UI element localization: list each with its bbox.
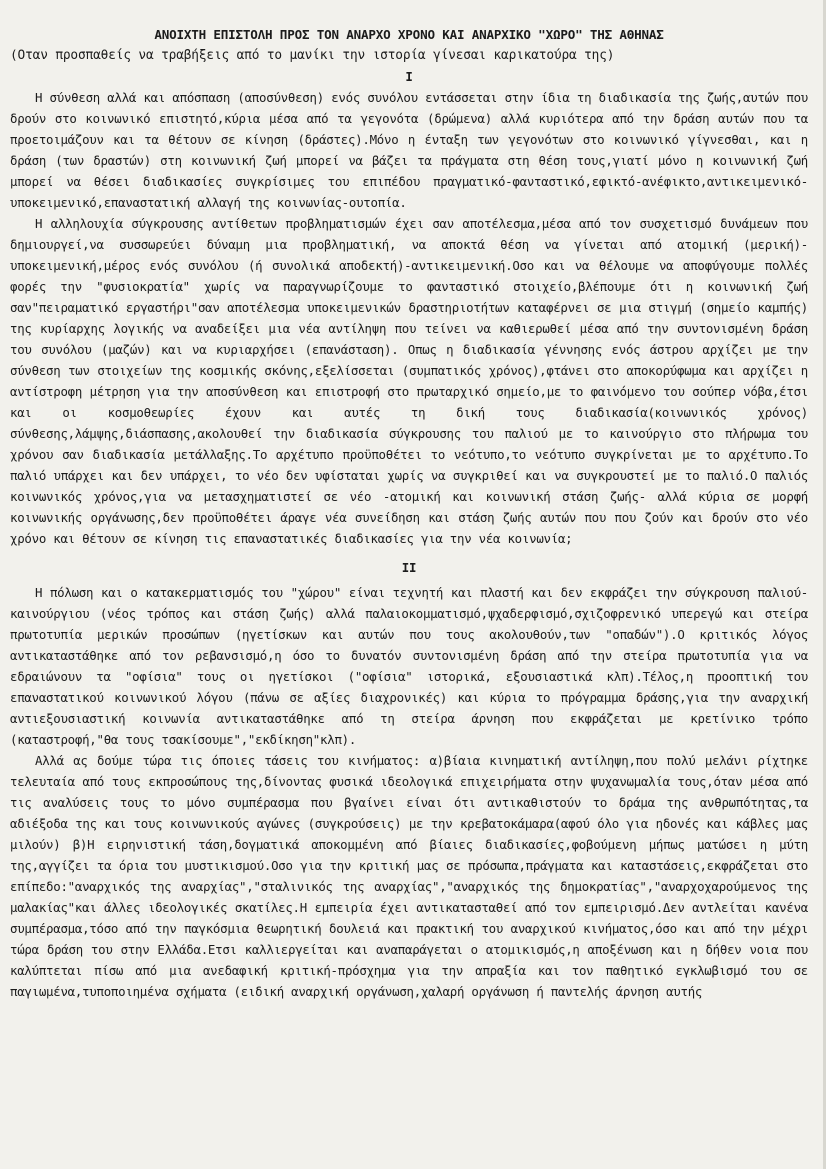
paragraph: Η πόλωση και ο κατακερματισμός του "χώρου" είναι τεχνητή και πλαστή και δεν εκφράζει την σύγκρουση παλιού-καινούργιου (νέος τρόπος και στάση ζωής) αλλά παλαιοκομματισμό,ψχαδερφισμό,σχιζοφρενικό υπερεγώ και στείρα πρωτοτυπία μερικών προσώπων (ηγετίσκων και αυτών που τους ακολουθούν,των "οπαδών").Ο κριτικός λόγος αντικαταστάθηκε από τον ρεβανσισμό,η όσο το δυνατόν συντονισμένη δράση από την στείρα πρωτοτυπία για να εδραιώνουν τα "οφίσια" τους οι ηγετίσκοι ("οφίσια" ιστορικά, εξουσιαστικά κλπ).Τέλος,η προοπτική του επαναστατικού κοινωνικού λόγου (πάνω σε αξίες διαχρονικές) και κύρια το πρόγραμμα δράσης,για την αναρχική αντιεξουσιαστική κοινωνία αντικαταστάθηκε από τη στείρα άρνηση που εκφράζεται με κρετίνικο τρόπο (καταστροφή,"θα τους τσακίσουμε","εκδίκηση"κλπ). — [10, 585, 808, 747]
section-2 — [10, 557, 808, 1002]
paragraph: Η αλληλουχία σύγκρουσης αντίθετων προβληματισμών έχει σαν αποτέλεσμα,μέσα από τον συσχετισμό δυνάμεων που δημιουργεί,να συσσωρεύει δύναμη μια προβληματική, να αποκτά θέση να γίνεται από ατομική (μερική)-υποκειμενική,μέρος ενός συνόλου (ή συνολικά αποδεκτή)-αντικειμενική.Οσο και να θέλουμε να αποφύγουμε πολλές φορές την "φυσιοκρατία" χωρίς να παραγνωρίζουμε το φανταστικό στοιχείο,βλέπουμε ότι η κοινωνική ζωή σαν"πειραματικό εργαστήρι"σαν αποτέλεσμα υποκειμενικών δραστηριοτήτων καταφέρνει σε μια στιγμή (σημείο καμπής) της κυρίαρχης λογικής να αναδείξει μια νέα αντίληψη που τείνει να καθιερωθεί μέσα από την συντονισμένη δράση του συνόλου (μαζών) και να κυριαρχήσει (επανάσταση). Οπως η διαδικασία γέννησης ενός άστρου αρχίζει με την σύνθεση των στοιχείων της κοσμικής σκόνης,εξελίσσεται (συμπατικός χρόνος),φτάνει στο αποκορύφωμα και αρχίζει η αντίστροφη μέτρηση για την αποσύνθεση και επιστροφή στο πρωταρχικό σημείο,με το φαινόμενο του σούπερ νόβα,έτσι και οι κοσμοθεωρίες έχουν και αυτές τη δική τους διαδικασία(κοινωνικός χρόνος) σύνθεσης,λάμψης,διάσπασης,ακολουθεί την διαδικασία σύγκρουσης του παλιού με το καινούργιο στο πλήρωμα του χρόνου σαν διαδικασία μετάλλαξης.Το αρχέτυπο προϋποθέτει το νεότυπο,το νεότυπο συγκρίνεται με το αρχέτυπο.Το παλιό υπάρχει και δεν υπάρχει, το νέο δεν υφίσταται χωρίς να συγκριθεί και να συγκρουστεί με το παλιό.Ο παλιός κοινωνικός χρόνος,για να μετασχηματιστεί σε νέο -ατομική και κοινωνική στάση ζωής- αλλά κύρια σε μορφή κοινωνικής οργάνωσης,δεν προϋποθέτει άραγε νέα συνείδηση και στάση ζωής αυτών που που ζούν και δρούν στο νέο χρόνο και θέτουν σε κίνηση τις επαναστατικές διαδικασίες για την νέα κοινωνία; — [10, 216, 808, 546]
paragraph: Αλλά ας δούμε τώρα τις όποιες τάσεις του κινήματος: α)βίαια κινηματική αντίληψη,που πολύ μελάνι ρίχτηκε τελευταία από τους εκπροσώπους της,δίνοντας φυσικά ιδεολογικά επιχειρήματα στην ψυχανωμαλία τους,όταν μέσα από τις αναλύσεις τους το μόνο συμπέρασμα που βγαίνει είναι ότι αντικαθιστούν το δράμα της ανθρωπότητας,τα αδιέξοδα της και τους κοινωνικούς αγώνες (συγκρούσεις) με την κρεβατοκάμαρα(αφού όλο για ηδονές και κάβλες μας μιλούν) β)Η ειρηνιστική τάση,δογματικά αποκομμένη από βίαιες διαδικασίες,φοβούμενη μήπως ματώσει η μύτη της,αγγίζει τα όρια του μυστικισμού.Οσο για την κριτική μας σε πρόσωπα,πράγματα και καταστάσεις,εκφράζεται στο επίπεδο:"αναρχικός της αναρχίας","σταλινικός της αναρχίας","αναρχικός της δημοκρατίας","αναρχοχαρούμενος της μαλακίας"και άλλες ιδεολογικές σκατίλες.Η εμπειρία έχει αντικατασταθεί από τον εμπειρισμό.Δεν αντλείται κανένα συμπέρασμα,τόσο από την παγκόσμια θεωρητική δουλειά και πρακτική του αναρχικού κινήματος,όσο και από την μέχρι τώρα δράση του στην Ελλάδα.Ετσι καλλιεργείται και αναπαράγεται ο ατομικισμός,η αποξένωση και η δήθεν νοια που καλύπτεται πίσω από μια ανεδαφική κριτική-πρόσχημα για την απραξία και τον παθητικό εγκλωβισμό του σε παγιωμένα,τυποποιημένα σχήματα (ειδική αναρχική οργάνωση,χαλαρή οργάνωση ή παντελής άρνηση αυτής — [10, 753, 808, 999]
section-1 — [10, 66, 808, 549]
paragraph: Η σύνθεση αλλά και απόσπαση (αποσύνθεση) ενός συνόλου εντάσσεται στην ίδια τη διαδικασία της ζωής,αυτών που δρούν στο κοινωνικό επιστητό,κύρια μέσα από τα γεγονότα (δρώμενα) αλλά κυριότερα από την δράση αυτών που τα προετοιμάζουν και τα θέτουν σε κίνηση (δράστες).Μόνο η ένταξη των γεγονότων στο κοινωνικό γίγνεσθαι, και η δράση (των δραστών) στη κοινωνική ζωή μπορεί να βάζει τα πράγματα στη θέση τους,γιατί μόνο η κοινωνική ζωή μπορεί να θέσει διαδικασίες συγκρίσιμες του επιπέδου πραγματικό-φανταστικό,εφικτό-ανέφικτο,αντικειμενικό-υποκειμενικό,επαναστατική αλλαγή της κοινωνίας-ουτοπία. — [10, 90, 808, 210]
document-subtitle: (Οταν προσπαθείς να τραβήξεις από το μανίκι την ιστορία γίνεσαι καρικατούρα της) — [10, 48, 615, 63]
section-number: I — [405, 69, 413, 84]
section-number: II — [401, 560, 417, 575]
document-title: ΑΝΟΙΧΤΗ ΕΠΙΣΤΟΛΗ ΠΡΟΣ ΤΟΝ ΑΝΑΡΧΟ ΧΡΟΝΟ ΚΑΙ ΑΝΑΡΧΙΚΟ "ΧΩΡΟ" ΤΗΣ ΑΘΗΝΑΣ — [154, 27, 664, 42]
